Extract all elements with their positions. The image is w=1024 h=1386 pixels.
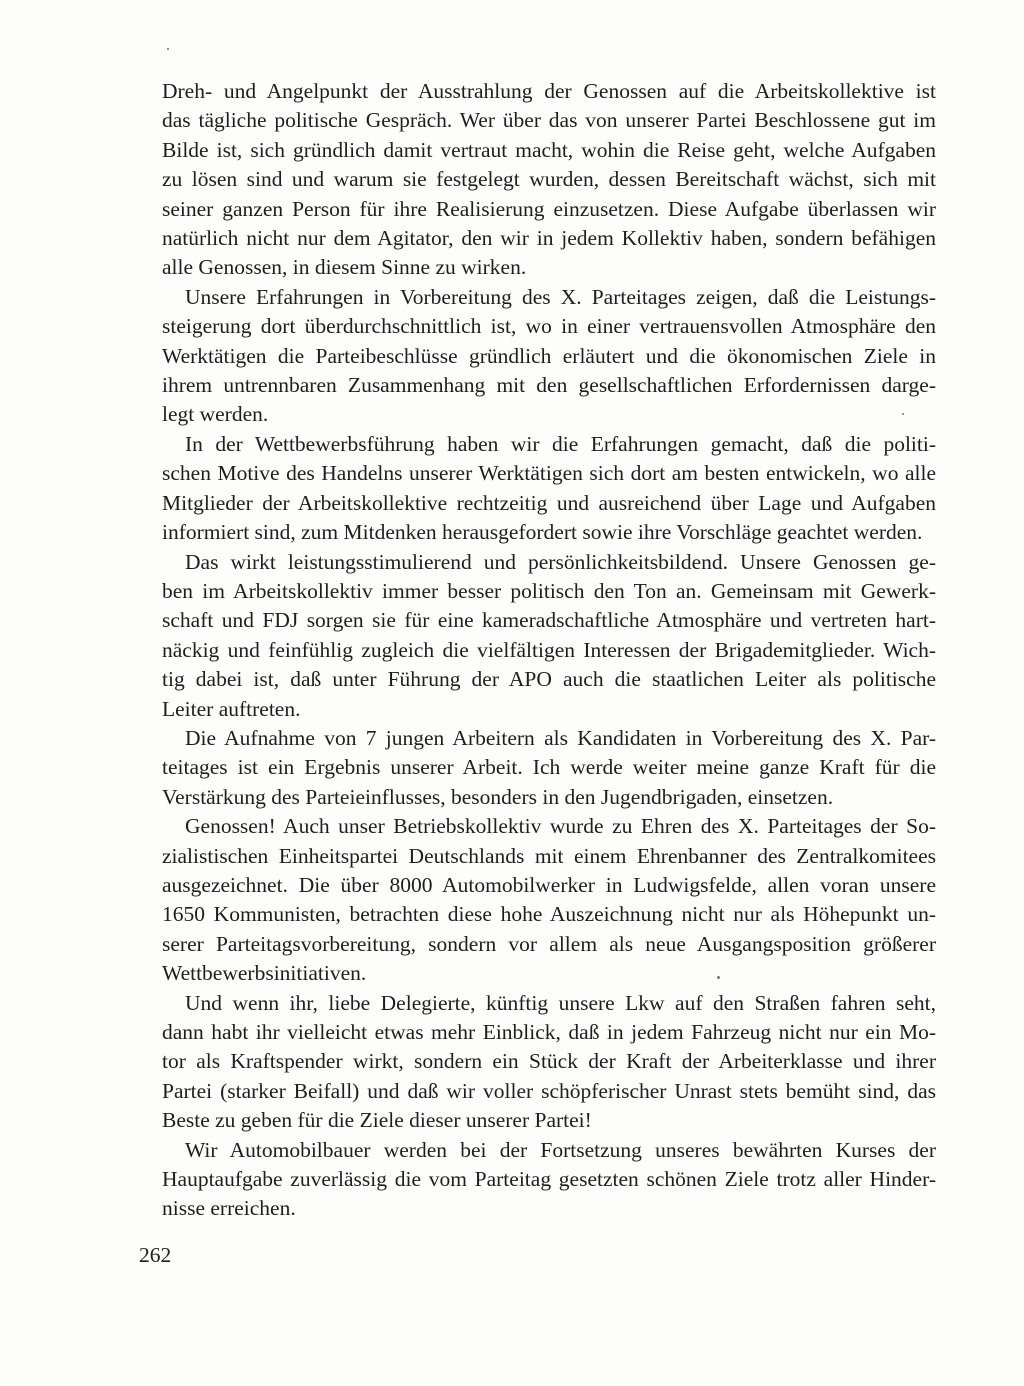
text-line: Verstärkung des Parteieinflusses, besonders in den Jugendbrigaden, einsetzen.: [162, 784, 834, 809]
text-line: Bilde ist, sich gründlich damit vertraut macht, wohin die Reise geht, welche Aufgaben: [162, 137, 936, 162]
text-line: seiner ganzen Person für ihre Realisierung einzusetzen. Diese Aufgabe überlassen wir: [162, 196, 936, 221]
text-line: In der Wettbewerbsführung haben wir die Erfahrungen gemacht, daß die politi-: [185, 431, 936, 456]
text-line: näckig und feinfühlig zugleich die vielfältigen Interessen der Brigademitglieder. Wich-: [162, 637, 936, 662]
text-line: Wettbewerbsinitiativen.: [162, 961, 367, 986]
text-line: nisse erreichen.: [162, 1196, 296, 1221]
text-line: Mitglieder der Arbeitskollektive rechtzeitig und ausreichend über Lage und Aufgaben: [162, 490, 936, 515]
paragraph: [139, 724, 936, 812]
scan-speck: [167, 48, 169, 50]
text-line: Dreh- und Angelpunkt der Ausstrahlung der Genossen auf die Arbeitskollektive ist: [162, 79, 936, 103]
text-line: zialistischen Einheitspartei Deutschlands mit einem Ehrenbanner des Zentralkomitees: [162, 843, 936, 868]
text-line: Leiter auftreten.: [162, 696, 301, 721]
text-line: ihrem untrennbaren Zusammenhang mit den gesellschaftlichen Erfordernissen darge-: [162, 373, 936, 398]
text-line: tig dabei ist, daß unter Führung der APO auch die staatlichen Leiter als politische: [162, 667, 936, 692]
paragraph: [139, 548, 936, 724]
text-line: Beste zu geben für die Ziele dieser unserer Partei!: [162, 1108, 592, 1133]
text-line: ben im Arbeitskollektiv immer besser politisch den Ton an. Gemeinsam mit Gewerk-: [162, 578, 936, 603]
text-line: Partei (starker Beifall) und daß wir voller schöpferischer Unrast stets bemüht sind, das: [162, 1078, 936, 1103]
text-line: dann habt ihr vielleicht etwas mehr Einblick, daß in jedem Fahrzeug nicht nur ein Mo-: [162, 1020, 936, 1044]
text-line: Werktätigen die Parteibeschlüsse gründlich erläutert und die ökonomischen Ziele in: [162, 343, 936, 368]
paragraph: [139, 430, 936, 548]
text-line: Hauptaufgabe zuverlässig die vom Parteitag gesetzten schönen Ziele trotz aller Hinder-: [162, 1167, 936, 1192]
text-line: natürlich nicht nur dem Agitator, den wir in jedem Kollektiv haben, sondern befähigen: [162, 226, 936, 251]
text-line: Die Aufnahme von 7 jungen Arbeitern als Kandidaten in Vorbereitung des X. Par-: [185, 725, 936, 750]
text-line: tor als Kraftspender wirkt, sondern ein Stück der Kraft der Arbeiterklasse und ihrer: [162, 1049, 936, 1074]
text-line: Genossen! Auch unser Betriebskollektiv wurde zu Ehren des X. Parteitages der So-: [185, 814, 936, 839]
text-line: das tägliche politische Gespräch. Wer über das von unserer Partei Beschlossene gut im: [162, 108, 936, 133]
text-line: Das wirkt leistungsstimulierend und persönlichkeitsbildend. Unsere Genossen ge-: [185, 549, 936, 574]
text-line: informiert sind, zum Mitdenken herausgefordert sowie ihre Vorschläge geachtet werden.: [162, 520, 923, 545]
page-number: 262: [139, 1243, 172, 1267]
text-line: ausgezeichnet. Die über 8000 Automobilwerker in Ludwigsfelde, allen voran unsere: [162, 872, 936, 897]
text-line: Und wenn ihr, liebe Delegierte, künftig unsere Lkw auf den Straßen fahren seht,: [185, 990, 936, 1015]
text-line: Unsere Erfahrungen in Vorbereitung des X. Parteitages zeigen, daß die Leistungs-: [185, 284, 936, 309]
text-line: 1650 Kommunisten, betrachten diese hohe Auszeichnung nicht nur als Höhepunkt un-: [162, 902, 936, 927]
text-line: serer Parteitagsvorbereitung, sondern vor allem als neue Ausgangsposition größerer: [162, 931, 936, 956]
text-line: steigerung dort überdurchschnittlich ist, wo in einer vertrauensvollen Atmosphäre den: [162, 314, 936, 339]
text-line: alle Genossen, in diesem Sinne zu wirken.: [162, 255, 527, 280]
text-line: legt werden.: [162, 402, 269, 427]
text-line: teitages ist ein Ergebnis unserer Arbeit. Ich werde weiter meine ganze Kraft für die: [162, 755, 936, 780]
paragraph: [139, 283, 936, 430]
paragraph: [139, 812, 936, 988]
paragraph: [139, 989, 936, 1136]
text-line: schaft und FDJ sorgen sie für eine kameradschaftliche Atmosphäre und vertreten hart-: [162, 608, 936, 633]
paragraph: [139, 77, 936, 283]
text-line: schen Motive des Handelns unserer Werktätigen sich dort am besten entwickeln, wo alle: [162, 461, 936, 486]
paragraph: [139, 1136, 936, 1224]
text-line: zu lösen sind und warum sie festgelegt wurden, dessen Bereitschaft wächst, sich mit: [162, 167, 936, 192]
text-line: Wir Automobilbauer werden bei der Fortsetzung unseres bewährten Kurses der: [185, 1137, 936, 1162]
body-text: [139, 77, 936, 1224]
